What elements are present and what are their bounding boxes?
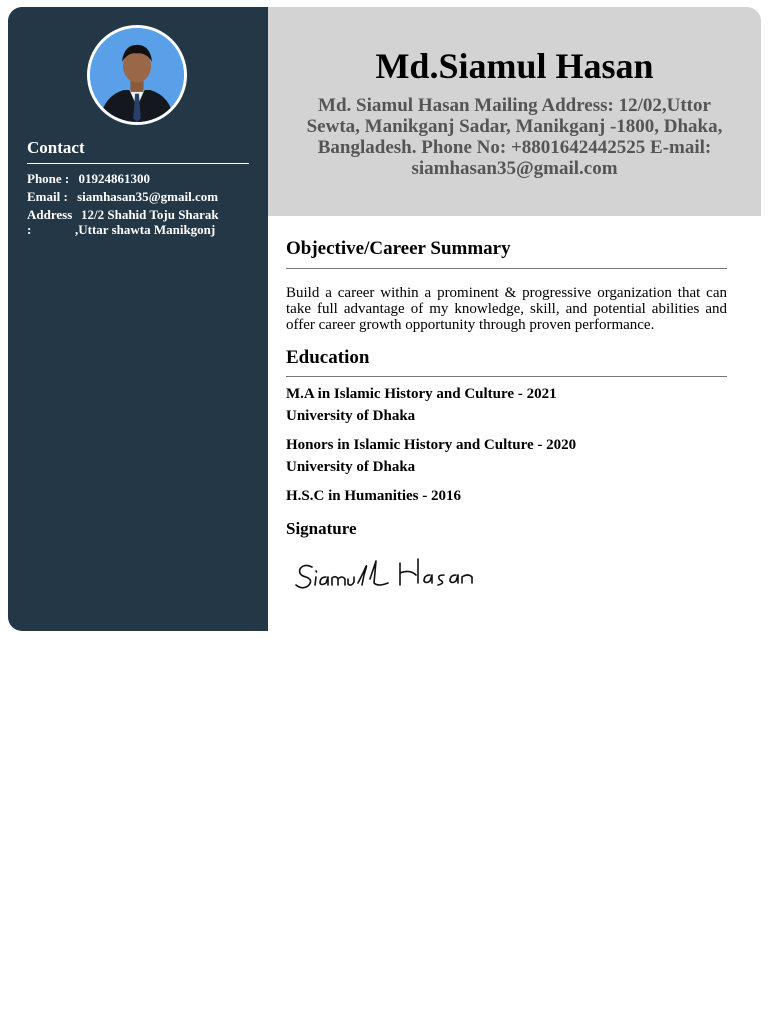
education-degree: H.S.C in Humanities - 2016 [286,488,462,504]
header [268,7,761,216]
objective-title: Objective/Career Summary [286,238,511,259]
education-institution: University of Dhaka [286,408,416,424]
email-value: siamhasan35@gmail.com [77,189,219,204]
education-institution: University of Dhaka [286,459,416,475]
education-item [286,434,576,478]
address-value [75,207,245,237]
contact-email [27,189,218,204]
sidebar [8,7,268,631]
education-item [286,485,461,507]
objective-text: Build a career within a prominent & progressive organization that can take full advantage of my knowledge, skill, and potential abilities and offer career growth opportunity through proven performance. [286,285,727,333]
signature-title: Signature [286,519,357,538]
education-title: Education [286,347,370,368]
page-title: Md.Siamul Hasan [375,46,654,86]
header-contact-info: Md. Siamul Hasan Mailing Address: 12/02,Uttor Sewta, Manikganj Sadar, Manikganj -1800, Dhaka, Bangladesh. Phone No: +8801642442525 E-mail: siamhasan35@gmail.com [306,95,723,179]
objective-divider [286,268,727,269]
address-label: Address : [27,207,73,237]
education-item [286,383,557,427]
education-degree: Honors in Islamic History and Culture - 2020 [286,437,577,453]
education-divider [286,376,727,377]
contact-phone [27,171,150,186]
address-line1: 12/2 Shahid Toju Sharak [81,207,219,222]
phone-value: 01924861300 [78,171,150,186]
education-degree: M.A in Islamic History and Culture - 2021 [286,386,557,402]
profile-photo-icon [90,28,184,122]
signature-icon [290,553,490,598]
signature-image [290,553,490,598]
email-label: Email : [27,189,68,204]
contact-address [27,207,245,237]
phone-label: Phone : [27,171,70,186]
address-line2: ,Uttar shawta Manikgonj [75,222,216,237]
profile-photo [87,25,187,125]
contact-divider [27,163,249,164]
contact-title: Contact [27,138,85,157]
